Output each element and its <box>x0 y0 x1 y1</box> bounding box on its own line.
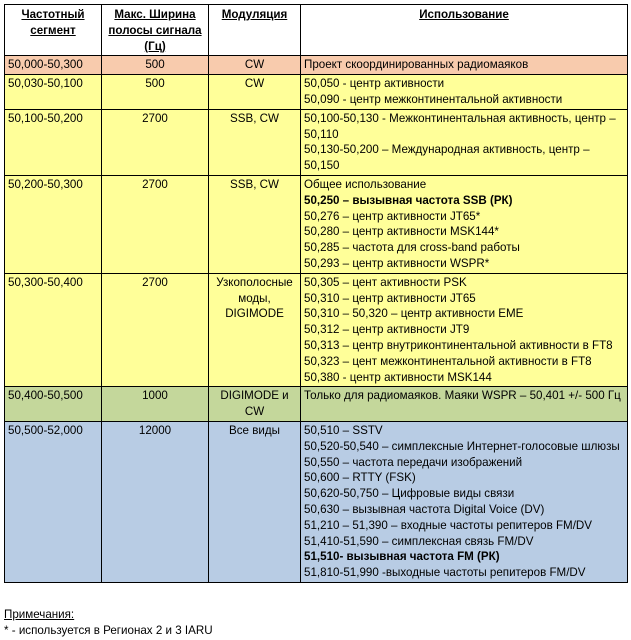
table-row <box>5 387 628 422</box>
table-row <box>5 109 628 175</box>
table-row <box>5 56 628 75</box>
usage-line: 50,600 – RTTY (FSK) <box>304 471 416 485</box>
usage-line: Общее использование <box>304 177 427 191</box>
segment-cell: 50,100-50,200 <box>5 109 102 175</box>
bandwidth-cell: 2700 <box>102 175 209 273</box>
modulation-cell: Все виды <box>209 421 301 582</box>
usage-line: 50,550 – частота передачи изображений <box>304 455 523 469</box>
usage-line: 50,620-50,750 – Цифровые виды связи <box>304 487 515 501</box>
usage-cell <box>301 109 628 175</box>
segment-cell: 50,300-50,400 <box>5 273 102 387</box>
usage-line: 50,090 - центр межконтинентальной активности <box>304 92 563 106</box>
usage-cell <box>301 75 628 110</box>
bandwidth-cell: 500 <box>102 75 209 110</box>
modulation-cell: CW <box>209 56 301 75</box>
usage-line: 51,810-51,990 -выходные частоты репитеров FM/DV <box>304 566 586 580</box>
header-usage: Использование <box>301 5 628 56</box>
modulation-cell: SSB, CW <box>209 109 301 175</box>
usage-line: 50,100-50,130 - Межконтинентальная активность, центр – 50,110 <box>304 111 616 141</box>
usage-line: Проект скоординированных радиомаяков <box>304 58 529 72</box>
header-modulation: Модуляция <box>209 5 301 56</box>
usage-line: 50,310 – центр активности JT65 <box>304 291 476 305</box>
usage-cell <box>301 56 628 75</box>
modulation-cell: DIGIMODE и CW <box>209 387 301 422</box>
usage-line: 51,410-51,590 – симплексная связь FM/DV <box>304 534 534 548</box>
segment-cell: 50,030-50,100 <box>5 75 102 110</box>
usage-line: 50,250 – вызывная частота SSB (РК) <box>304 193 513 207</box>
usage-line: 50,312 – центр активности JT9 <box>304 323 470 337</box>
notes <box>4 607 213 639</box>
table-row <box>5 75 628 110</box>
usage-line: 50,280 – центр активности MSK144* <box>304 225 499 239</box>
table-row <box>5 273 628 387</box>
usage-line: 50,380 - центр активности MSK144 <box>304 370 492 384</box>
usage-line: 50,510 – SSTV <box>304 423 383 437</box>
modulation-cell: Узкополосные моды, DIGIMODE <box>209 273 301 387</box>
table-header-row <box>5 5 628 56</box>
table-row <box>5 175 628 273</box>
usage-line: 51,210 – 51,390 – входные частоты репитеров FM/DV <box>304 518 593 532</box>
usage-line: 50,285 – частота для cross-band работы <box>304 241 520 255</box>
usage-line: 50,276 – центр активности JT65* <box>304 209 481 223</box>
usage-line: 50,630 – вызывная частота Digital Voice (DV) <box>304 502 545 516</box>
usage-line: 50,293 – центр активности WSPR* <box>304 256 490 270</box>
bandwidth-cell: 12000 <box>102 421 209 582</box>
bandwidth-cell: 1000 <box>102 387 209 422</box>
note-item: * - используется в Регионах 2 и 3 IARU <box>4 624 213 637</box>
usage-cell <box>301 387 628 422</box>
header-bandwidth: Макс. Ширина полосы сигнала (Гц) <box>102 5 209 56</box>
usage-line: 50,323 – цент межконтинентальной активности в FT8 <box>304 354 592 368</box>
usage-cell <box>301 421 628 582</box>
segment-cell: 50,000-50,300 <box>5 56 102 75</box>
modulation-cell: CW <box>209 75 301 110</box>
usage-cell <box>301 273 628 387</box>
usage-line: 50,310 – 50,320 – центр активности EME <box>304 307 524 321</box>
usage-line: 50,305 – цент активности PSK <box>304 275 467 289</box>
segment-cell: 50,400-50,500 <box>5 387 102 422</box>
usage-line: 50,130-50,200 – Международная активность, центр – 50,150 <box>304 143 590 173</box>
segment-cell: 50,200-50,300 <box>5 175 102 273</box>
modulation-cell: SSB, CW <box>209 175 301 273</box>
usage-line: 51,510- вызывная частота FM (РК) <box>304 550 500 564</box>
table-body <box>5 56 628 583</box>
bandwidth-cell: 2700 <box>102 109 209 175</box>
usage-cell <box>301 175 628 273</box>
table-row <box>5 421 628 582</box>
segment-cell: 50,500-52,000 <box>5 421 102 582</box>
usage-line: 50,050 - центр активности <box>304 77 445 91</box>
band-plan-table <box>4 4 628 583</box>
bandwidth-cell: 500 <box>102 56 209 75</box>
usage-line: Только для радиомаяков. Маяки WSPR – 50,401 +/- 500 Гц <box>304 389 621 403</box>
notes-title: Примечания: <box>4 608 75 621</box>
usage-line: 50,313 – центр внутриконтинентальной активности в FT8 <box>304 338 613 352</box>
usage-line: 50,520-50,540 – симплексные Интернет-голосовые шлюзы <box>304 439 620 453</box>
header-segment: Частотный сегмент <box>5 5 102 56</box>
bandwidth-cell: 2700 <box>102 273 209 387</box>
